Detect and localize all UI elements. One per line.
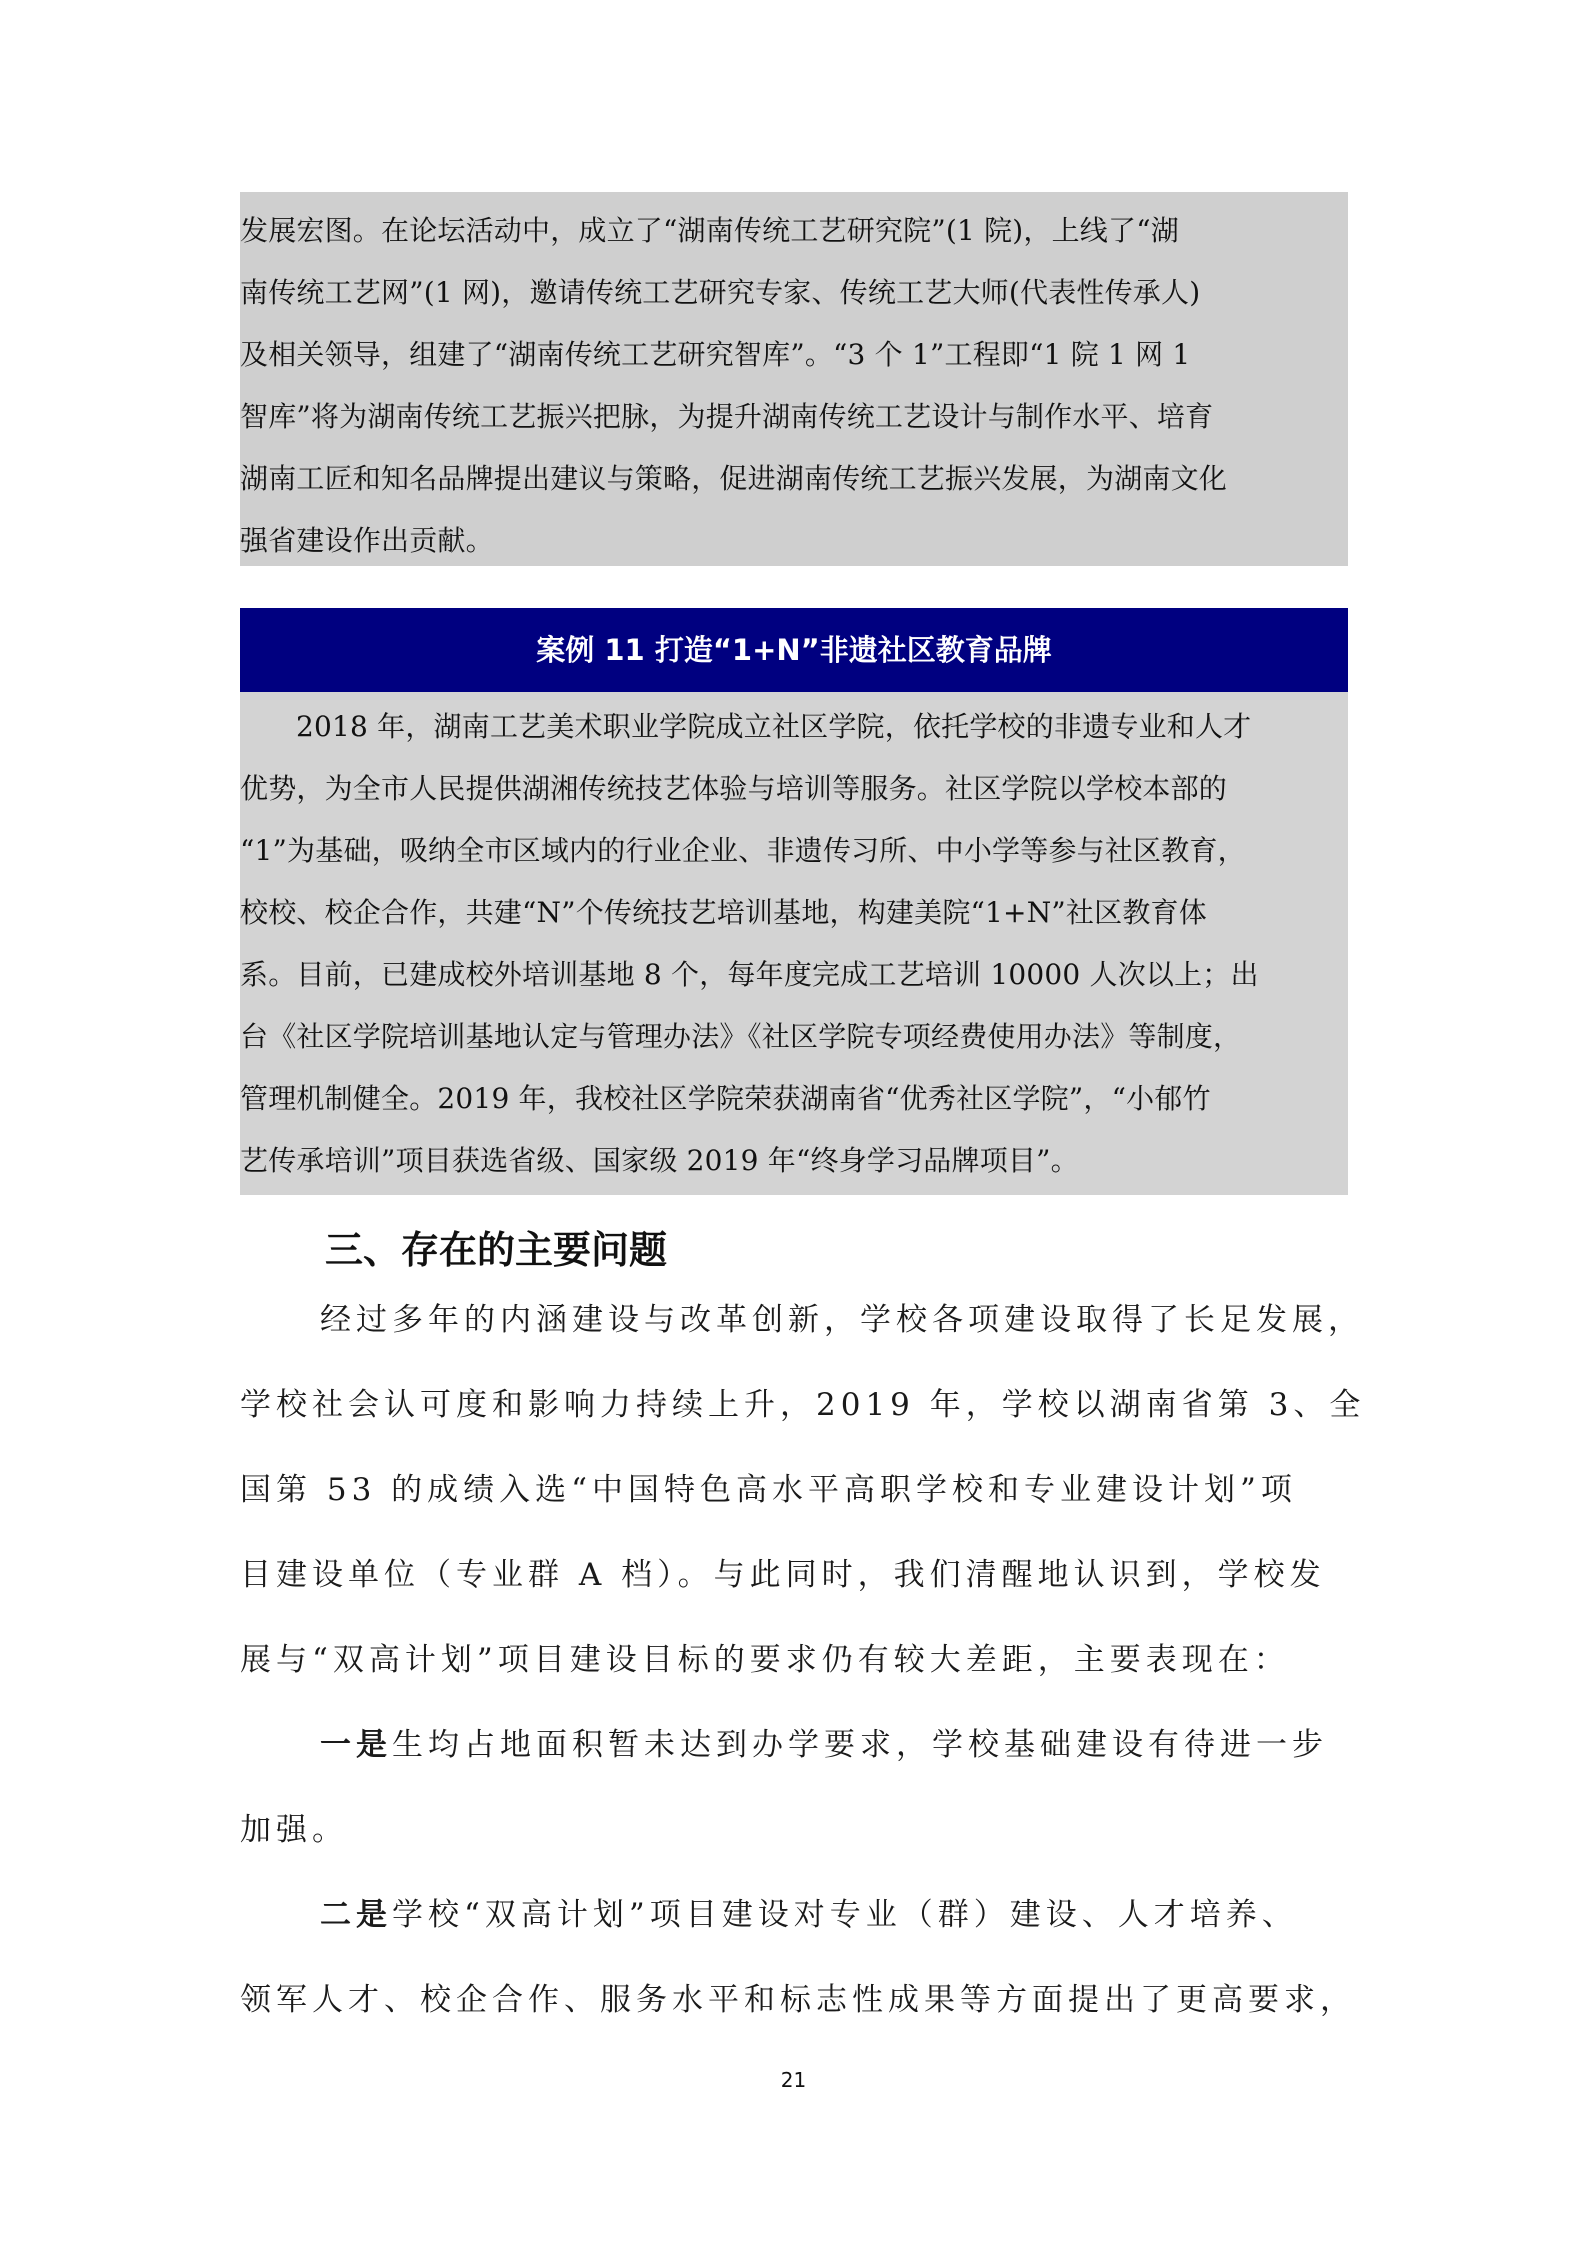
case-study-box <box>240 692 1348 1195</box>
point-one <box>240 1703 1360 1788</box>
highlight-box-forum <box>240 192 1348 566</box>
text-line: 加强。 <box>240 1812 348 1848</box>
text-line: 智库”将为湖南传统工艺振兴把脉，为提升湖南传统工艺设计与制作水平、培育 <box>240 400 1214 433</box>
text-line: 经过多年的内涵建设与改革创新，学校各项建设取得了长足发展， <box>320 1302 1364 1338</box>
text-line: 展与“双高计划”项目建设目标的要求仍有较大差距，主要表现在： <box>240 1642 1290 1678</box>
page-number: 21 <box>780 2068 807 2092</box>
text-line: 系。目前，已建成校外培训基地 8 个，每年度完成工艺培训 10000 人次以上；出 <box>240 958 1259 991</box>
text-line: 学校“双高计划”项目建设对专业（群）建设、人才培养、 <box>392 1897 1298 1933</box>
text-line: 2018 年，湖南工艺美术职业学院成立社区学院，依托学校的非遗专业和人才 <box>296 710 1252 743</box>
text-line: 台《社区学院培训基地认定与管理办法》《社区学院专项经费使用办法》等制度， <box>240 1020 1242 1053</box>
text-line: 发展宏图。在论坛活动中，成立了“湖南传统工艺研究院”(1 院)，上线了“湖 <box>240 214 1179 247</box>
point-one-lead: 一是 <box>320 1727 392 1763</box>
text-line: 艺传承培训”项目获选省级、国家级 2019 年“终身学习品牌项目”。 <box>240 1144 1079 1177</box>
text-line: 及相关领导，组建了“湖南传统工艺研究智库”。“3 个 1”工程即“1 院 1 网 1 <box>240 338 1191 371</box>
section-heading: 三、存在的主要问题 <box>325 1228 668 1272</box>
text-line: 领军人才、校企合作、服务水平和标志性成果等方面提出了更高要求， <box>240 1982 1356 2018</box>
section-paragraph <box>240 1278 1366 2043</box>
case-title-banner: 案例 11 打造“1+N”非遗社区教育品牌 <box>240 608 1348 692</box>
point-two <box>240 1873 1360 1958</box>
text-line: “1”为基础，吸纳全市区域内的行业企业、非遗传习所、中小学等参与社区教育， <box>240 834 1246 867</box>
text-line: 生均占地面积暂未达到办学要求，学校基础建设有待进一步 <box>392 1727 1328 1763</box>
text-line: 湖南工匠和知名品牌提出建议与策略，促进湖南传统工艺振兴发展，为湖南文化 <box>240 462 1228 495</box>
text-line: 管理机制健全。2019 年，我校社区学院荣获湖南省“优秀社区学院”，“小郁竹 <box>240 1082 1211 1115</box>
text-line: 学校社会认可度和影响力持续上升，2019 年，学校以湖南省第 3、全 <box>240 1387 1366 1423</box>
text-line: 国第 53 的成绩入选“中国特色高水平高职学校和专业建设计划”项 <box>240 1472 1297 1508</box>
text-line: 目建设单位（专业群 A 档）。与此同时，我们清醒地认识到，学校发 <box>240 1557 1326 1593</box>
point-two-lead: 二是 <box>320 1897 392 1933</box>
text-line: 优势，为全市人民提供湖湘传统技艺体验与培训等服务。社区学院以学校本部的 <box>240 772 1228 805</box>
text-line: 强省建设作出贡献。 <box>240 524 494 557</box>
text-line: 校校、校企合作，共建“N”个传统技艺培训基地，构建美院“1+N”社区教育体 <box>240 896 1207 929</box>
text-line: 南传统工艺网”(1 网)，邀请传统工艺研究专家、传统工艺大师(代表性传承人) <box>240 276 1201 309</box>
